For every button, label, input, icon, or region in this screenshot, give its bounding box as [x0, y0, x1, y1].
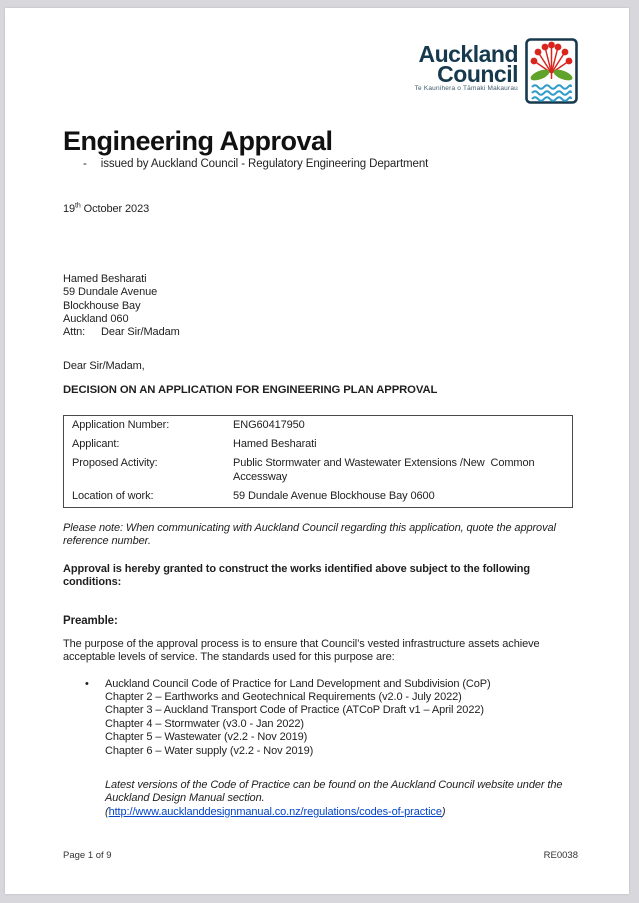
link-close-paren: ) [441, 805, 446, 818]
recipient-address [63, 273, 578, 340]
table-row [64, 415, 573, 435]
preamble-body: The purpose of the approval process is to ensure that Council’s vested infrastructure assets achieve acceptable levels of service. The standards used for this purpose are: [63, 637, 540, 664]
row-value: ENG60417950 [233, 418, 305, 431]
table-row [64, 487, 573, 507]
codes-of-practice-link[interactable]: http://www.aucklanddesignmanual.co.nz/regulations/codes-of-practice [108, 805, 442, 818]
row-label: Location of work: [72, 490, 154, 503]
document-code: RE0038 [543, 850, 578, 861]
page-footer [63, 850, 578, 861]
recipient-name: Hamed Besharati [63, 272, 147, 285]
recipient-city: Auckland 060 [63, 313, 129, 326]
latest-versions-note [105, 779, 578, 819]
letter-date [63, 203, 578, 216]
auckland-council-logo [415, 38, 578, 104]
standard-chapter: Chapter 6 – Water supply (v2.2 - Nov 2019) [105, 744, 314, 757]
row-label: Proposed Activity: [72, 457, 158, 470]
standard-chapter: Chapter 5 – Wastewater (v2.2 - Nov 2019) [105, 731, 308, 744]
row-value: Public Stormwater and Wastewater Extensions /New Common Accessway [233, 457, 537, 483]
date-rest: October 2023 [80, 203, 150, 216]
standards-list [63, 678, 578, 758]
standard-main: Auckland Council Code of Practice for Land Development and Subdivision (CoP) [105, 677, 491, 690]
latest-versions-text: Latest versions of the Code of Practice can be found on the Auckland Council website under the Auckland Design Manual section. [105, 778, 563, 805]
logo-wordmark [415, 38, 518, 93]
preamble-heading: Preamble: [63, 615, 118, 628]
table-row [64, 454, 573, 487]
row-label: Application Number: [72, 418, 170, 431]
row-value: Hamed Besharati [233, 438, 317, 451]
date-day: 19 [63, 203, 76, 216]
page-number: Page 1 of 9 [63, 850, 112, 861]
bullet-icon: • [85, 677, 89, 690]
please-note: Please note: When communicating with Auckland Council regarding this application, quote the approval reference number. [63, 521, 556, 548]
subtitle-text: issued by Auckland Council - Regulatory Engineering Department [100, 158, 429, 170]
recipient-street: 59 Dundale Avenue [63, 286, 158, 299]
standard-chapter: Chapter 4 – Stormwater (v3.0 - Jan 2022) [105, 717, 304, 730]
date-ordinal-suffix: th [75, 202, 81, 210]
logo-line2: Council [437, 61, 518, 87]
pohutukawa-emblem-icon [525, 38, 578, 104]
page-title: Engineering Approval [63, 126, 333, 156]
attn-label: Attn: [63, 326, 86, 339]
recipient-suburb: Blockhouse Bay [63, 299, 141, 312]
logo-row [63, 38, 578, 105]
decision-heading: DECISION ON AN APPLICATION FOR ENGINEERING PLAN APPROVAL [63, 384, 438, 397]
approval-statement: Approval is hereby granted to construct the works identified above subject to the following conditions: [63, 562, 531, 588]
table-row [64, 435, 573, 454]
document-content [5, 38, 629, 819]
standard-chapter: Chapter 2 – Earthworks and Geotechnical Requirements (v2.0 - July 2022) [105, 690, 462, 703]
attn-value: Dear Sir/Madam [101, 326, 180, 339]
attn-line [63, 326, 578, 339]
subtitle-dash: - [83, 158, 87, 170]
salutation: Dear Sir/Madam, [63, 359, 145, 372]
page-subtitle [63, 158, 578, 171]
row-label: Applicant: [72, 438, 120, 451]
standard-chapter: Chapter 3 – Auckland Transport Code of Practice (ATCoP Draft v1 – April 2022) [105, 704, 484, 717]
codes-link-line [105, 806, 578, 819]
logo-tagline: Te Kaunihera o Tāmaki Makaurau [414, 85, 518, 92]
link-open-paren: ( [105, 805, 109, 818]
row-value: 59 Dundale Avenue Blockhouse Bay 0600 [233, 490, 435, 503]
document-page [5, 8, 629, 894]
bullet-body [105, 678, 578, 758]
list-item [63, 678, 578, 758]
logo-line1: Auckland [418, 41, 518, 67]
application-details-table [63, 415, 573, 508]
